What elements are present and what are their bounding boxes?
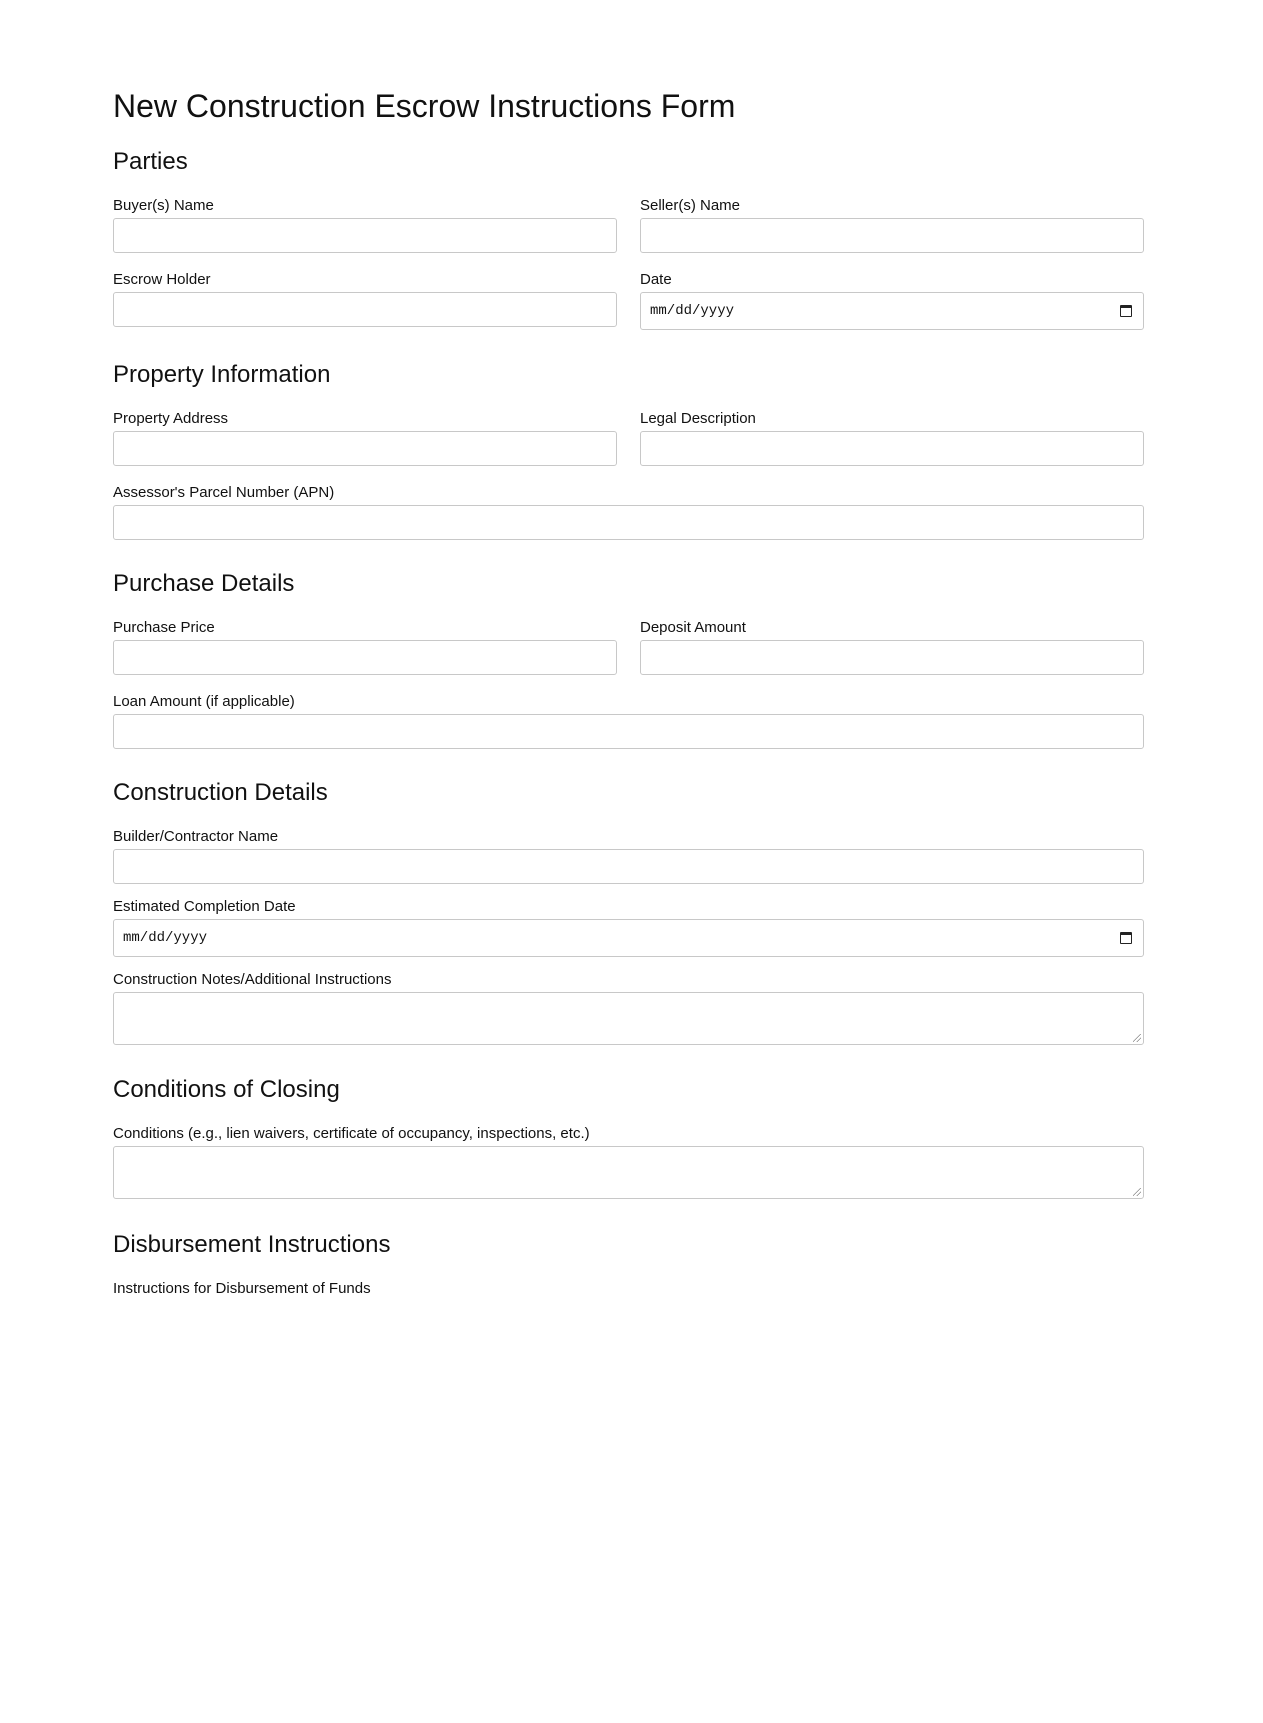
property-address-input[interactable]: [113, 431, 617, 466]
date-label: Date: [640, 271, 672, 288]
section-heading-parties: Parties: [113, 148, 188, 175]
buyer-name-label: Buyer(s) Name: [113, 197, 214, 214]
builder-name-input[interactable]: [113, 849, 1144, 884]
completion-date-label: Estimated Completion Date: [113, 898, 296, 915]
seller-name-label: Seller(s) Name: [640, 197, 741, 214]
legal-description-label: Legal Description: [640, 410, 756, 427]
deposit-amount-input[interactable]: [640, 640, 1144, 675]
legal-description-input[interactable]: [640, 431, 1144, 466]
apn-input[interactable]: [113, 505, 1144, 540]
escrow-holder-input[interactable]: [113, 292, 617, 327]
apn-label: Assessor's Parcel Number (APN): [113, 484, 335, 501]
seller-name-input[interactable]: [640, 218, 1144, 253]
builder-name-label: Builder/Contractor Name: [113, 828, 279, 845]
completion-date-input[interactable]: [113, 919, 1144, 957]
section-heading-purchase: Purchase Details: [113, 570, 295, 597]
deposit-amount-label: Deposit Amount: [640, 619, 746, 636]
loan-amount-input[interactable]: [113, 714, 1144, 749]
resize-grip-icon[interactable]: [1133, 1034, 1141, 1042]
conditions-textarea[interactable]: [113, 1146, 1144, 1199]
resize-grip-icon[interactable]: [1133, 1188, 1141, 1196]
loan-amount-label: Loan Amount (if applicable): [113, 693, 295, 710]
section-heading-construction: Construction Details: [113, 779, 328, 806]
section-heading-closing: Conditions of Closing: [113, 1076, 340, 1103]
construction-notes-label: Construction Notes/Additional Instructions: [113, 971, 392, 988]
page-title: New Construction Escrow Instructions Form: [113, 88, 736, 124]
section-heading-property: Property Information: [113, 361, 331, 388]
conditions-label: Conditions (e.g., lien waivers, certificate of occupancy, inspections, etc.): [113, 1125, 590, 1142]
escrow-holder-label: Escrow Holder: [113, 271, 211, 288]
property-address-label: Property Address: [113, 410, 229, 427]
construction-notes-textarea[interactable]: [113, 992, 1144, 1045]
calendar-icon[interactable]: [1120, 305, 1132, 317]
section-heading-disbursement: Disbursement Instructions: [113, 1231, 391, 1258]
disbursement-instructions-label: Instructions for Disbursement of Funds: [113, 1280, 371, 1297]
purchase-price-input[interactable]: [113, 640, 617, 675]
completion-date-placeholder: mm/dd/yyyy: [123, 930, 208, 946]
date-placeholder: mm/dd/yyyy: [650, 303, 735, 319]
buyer-name-input[interactable]: [113, 218, 617, 253]
purchase-price-label: Purchase Price: [113, 619, 215, 636]
calendar-icon[interactable]: [1120, 932, 1132, 944]
date-input[interactable]: [640, 292, 1144, 330]
